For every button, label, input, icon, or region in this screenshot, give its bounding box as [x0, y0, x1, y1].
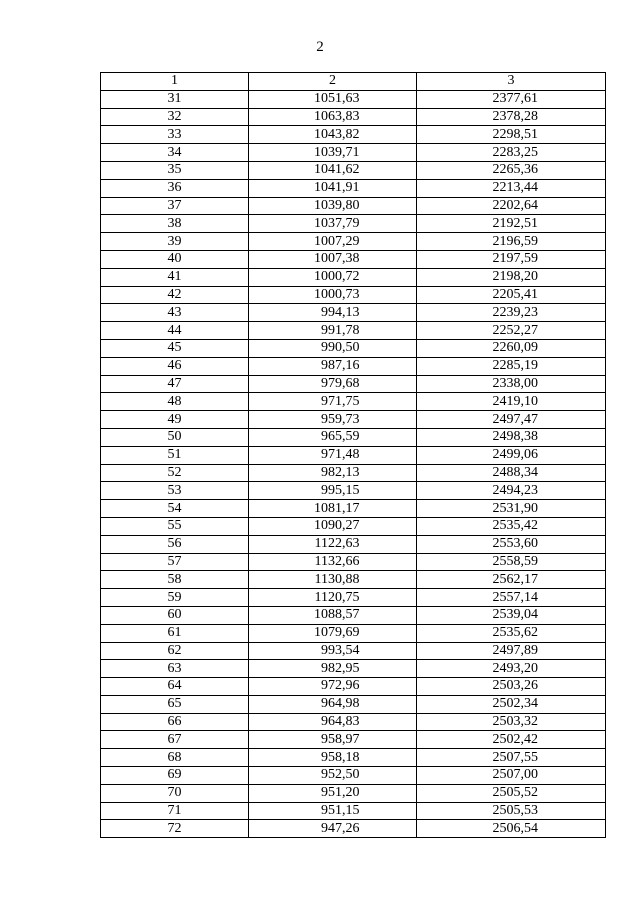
value-cell-col3	[417, 713, 606, 731]
value-cell-col2	[249, 233, 417, 251]
cell-value: 2494,23	[492, 482, 538, 498]
value-cell-col2	[249, 553, 417, 571]
table-row	[101, 802, 606, 820]
header-row	[101, 73, 606, 91]
row-number-cell: 50	[101, 428, 249, 446]
cell-value: 958,18	[321, 749, 360, 765]
value-cell-col3	[417, 197, 606, 215]
cell-value: 2377,61	[492, 91, 538, 107]
table-row	[101, 535, 606, 553]
row-number-cell: 66	[101, 713, 249, 731]
cell-value: 2497,89	[492, 642, 538, 658]
value-cell-col3	[417, 482, 606, 500]
cell-value: 2488,34	[492, 464, 538, 480]
row-number-cell: 46	[101, 357, 249, 375]
table-row	[101, 428, 606, 446]
column-header-2: 2	[249, 73, 417, 91]
value-cell-col3	[417, 428, 606, 446]
cell-value: 1039,71	[314, 144, 360, 160]
cell-value: 951,15	[321, 803, 360, 819]
value-cell-col2	[249, 731, 417, 749]
cell-value: 964,83	[321, 714, 360, 730]
table-row	[101, 731, 606, 749]
table-row	[101, 713, 606, 731]
cell-value: 2535,42	[492, 518, 538, 534]
value-cell-col3	[417, 411, 606, 429]
value-cell-col2	[249, 464, 417, 482]
table-row	[101, 375, 606, 393]
cell-value: 994,13	[321, 304, 360, 320]
value-cell-col2	[249, 161, 417, 179]
cell-value: 2502,42	[492, 731, 538, 747]
row-number-cell: 68	[101, 749, 249, 767]
cell-value: 2378,28	[492, 108, 538, 124]
table-row	[101, 357, 606, 375]
cell-value: 1088,57	[314, 607, 360, 623]
cell-value: 965,59	[321, 429, 360, 445]
cell-value: 1122,63	[314, 536, 360, 552]
cell-value: 959,73	[321, 411, 360, 427]
table-row	[101, 197, 606, 215]
table-row	[101, 482, 606, 500]
table-row	[101, 393, 606, 411]
table-row	[101, 268, 606, 286]
value-cell-col2	[249, 660, 417, 678]
value-cell-col2	[249, 446, 417, 464]
value-cell-col2	[249, 535, 417, 553]
value-cell-col3	[417, 784, 606, 802]
value-cell-col3	[417, 179, 606, 197]
cell-value: 1063,83	[314, 108, 360, 124]
row-number-cell: 48	[101, 393, 249, 411]
table-row	[101, 446, 606, 464]
cell-value: 1051,63	[314, 91, 360, 107]
value-cell-col2	[249, 179, 417, 197]
cell-value: 2535,62	[492, 625, 538, 641]
row-number-cell: 52	[101, 464, 249, 482]
table-row	[101, 749, 606, 767]
table-row	[101, 678, 606, 696]
table-row	[101, 784, 606, 802]
row-number-cell: 69	[101, 767, 249, 785]
cell-value: 2531,90	[492, 500, 538, 516]
cell-value: 2298,51	[492, 126, 538, 142]
value-cell-col2	[249, 713, 417, 731]
row-number-cell: 32	[101, 108, 249, 126]
value-cell-col2	[249, 126, 417, 144]
table-row	[101, 464, 606, 482]
cell-value: 2419,10	[492, 393, 538, 409]
row-number-cell: 62	[101, 642, 249, 660]
value-cell-col2	[249, 589, 417, 607]
value-cell-col2	[249, 606, 417, 624]
cell-value: 964,98	[321, 696, 360, 712]
cell-value: 2503,32	[492, 714, 538, 730]
row-number-cell: 60	[101, 606, 249, 624]
row-number-cell: 72	[101, 820, 249, 838]
cell-value: 1132,66	[314, 553, 360, 569]
row-number-cell: 57	[101, 553, 249, 571]
cell-value: 1007,38	[314, 251, 360, 267]
value-cell-col2	[249, 393, 417, 411]
row-number-cell: 71	[101, 802, 249, 820]
row-number-cell: 31	[101, 90, 249, 108]
cell-value: 982,95	[321, 660, 360, 676]
cell-value: 2338,00	[492, 375, 538, 391]
cell-value: 2507,00	[492, 767, 538, 783]
row-number-cell: 36	[101, 179, 249, 197]
value-cell-col3	[417, 339, 606, 357]
value-cell-col2	[249, 428, 417, 446]
cell-value: 2202,64	[492, 197, 538, 213]
table-row	[101, 589, 606, 607]
cell-value: 2502,34	[492, 696, 538, 712]
value-cell-col3	[417, 695, 606, 713]
row-number-cell: 63	[101, 660, 249, 678]
table-body	[101, 90, 606, 837]
row-number-cell: 70	[101, 784, 249, 802]
cell-value: 1039,80	[314, 197, 360, 213]
value-cell-col3	[417, 589, 606, 607]
value-cell-col2	[249, 517, 417, 535]
cell-value: 1081,17	[314, 500, 360, 516]
value-cell-col3	[417, 642, 606, 660]
cell-value: 2505,53	[492, 803, 538, 819]
value-cell-col3	[417, 322, 606, 340]
row-number-cell: 64	[101, 678, 249, 696]
value-cell-col2	[249, 197, 417, 215]
cell-value: 1041,62	[314, 162, 360, 178]
cell-value: 2198,20	[492, 269, 538, 285]
row-number-cell: 67	[101, 731, 249, 749]
table-row	[101, 411, 606, 429]
value-cell-col3	[417, 286, 606, 304]
value-cell-col3	[417, 90, 606, 108]
cell-value: 1130,88	[314, 571, 360, 587]
value-cell-col3	[417, 802, 606, 820]
cell-value: 2539,04	[492, 607, 538, 623]
value-cell-col2	[249, 784, 417, 802]
cell-value: 2205,41	[492, 286, 538, 302]
value-cell-col2	[249, 411, 417, 429]
table-row	[101, 624, 606, 642]
row-number-cell: 65	[101, 695, 249, 713]
table-row	[101, 500, 606, 518]
cell-value: 2506,54	[492, 820, 538, 836]
cell-value: 2265,36	[492, 162, 538, 178]
row-number-cell: 53	[101, 482, 249, 500]
value-cell-col2	[249, 286, 417, 304]
value-cell-col2	[249, 375, 417, 393]
cell-value: 2558,59	[492, 553, 538, 569]
page-number: 2	[316, 39, 324, 55]
table-row	[101, 695, 606, 713]
value-cell-col2	[249, 802, 417, 820]
value-cell-col3	[417, 660, 606, 678]
cell-value: 1120,75	[314, 589, 360, 605]
table-row	[101, 215, 606, 233]
table-row	[101, 126, 606, 144]
row-number-cell: 33	[101, 126, 249, 144]
cell-value: 2562,17	[492, 571, 538, 587]
value-cell-col2	[249, 482, 417, 500]
value-cell-col3	[417, 446, 606, 464]
cell-value: 2213,44	[492, 180, 538, 196]
value-cell-col3	[417, 215, 606, 233]
cell-value: 947,26	[321, 820, 360, 836]
row-number-cell: 42	[101, 286, 249, 304]
cell-value: 1090,27	[314, 518, 360, 534]
row-number-cell: 47	[101, 375, 249, 393]
column-header-3: 3	[417, 73, 606, 91]
cell-value: 1043,82	[314, 126, 360, 142]
row-number-cell: 43	[101, 304, 249, 322]
value-cell-col2	[249, 322, 417, 340]
cell-value: 971,48	[321, 447, 360, 463]
cell-value: 990,50	[321, 340, 360, 356]
value-cell-col2	[249, 500, 417, 518]
table-row	[101, 553, 606, 571]
cell-value: 2499,06	[492, 447, 538, 463]
value-cell-col3	[417, 108, 606, 126]
table-row	[101, 517, 606, 535]
value-cell-col3	[417, 571, 606, 589]
table-row	[101, 250, 606, 268]
table-row	[101, 820, 606, 838]
value-cell-col3	[417, 678, 606, 696]
cell-value: 993,54	[321, 642, 360, 658]
value-cell-col3	[417, 161, 606, 179]
cell-value: 952,50	[321, 767, 360, 783]
table-row	[101, 108, 606, 126]
cell-value: 2553,60	[492, 536, 538, 552]
value-cell-col3	[417, 464, 606, 482]
cell-value: 2197,59	[492, 251, 538, 267]
row-number-cell: 38	[101, 215, 249, 233]
table-row	[101, 179, 606, 197]
value-cell-col2	[249, 144, 417, 162]
cell-value: 972,96	[321, 678, 360, 694]
row-number-cell: 45	[101, 339, 249, 357]
row-number-cell: 56	[101, 535, 249, 553]
cell-value: 987,16	[321, 358, 360, 374]
value-cell-col3	[417, 304, 606, 322]
cell-value: 958,97	[321, 731, 360, 747]
value-cell-col3	[417, 767, 606, 785]
value-cell-col3	[417, 357, 606, 375]
value-cell-col2	[249, 624, 417, 642]
value-cell-col2	[249, 749, 417, 767]
row-number-cell: 37	[101, 197, 249, 215]
row-number-cell: 55	[101, 517, 249, 535]
value-cell-col2	[249, 90, 417, 108]
table-row	[101, 642, 606, 660]
table-row	[101, 322, 606, 340]
row-number-cell: 49	[101, 411, 249, 429]
cell-value: 2283,25	[492, 144, 538, 160]
row-number-cell: 54	[101, 500, 249, 518]
cell-value: 2497,47	[492, 411, 538, 427]
table-row	[101, 660, 606, 678]
column-header-1: 1	[101, 73, 249, 91]
row-number-cell: 61	[101, 624, 249, 642]
value-cell-col3	[417, 820, 606, 838]
value-cell-col2	[249, 767, 417, 785]
row-number-cell: 59	[101, 589, 249, 607]
cell-value: 2503,26	[492, 678, 538, 694]
cell-value: 1000,72	[314, 269, 360, 285]
row-number-cell: 39	[101, 233, 249, 251]
cell-value: 2505,52	[492, 785, 538, 801]
cell-value: 971,75	[321, 393, 360, 409]
table-row	[101, 767, 606, 785]
value-cell-col2	[249, 250, 417, 268]
cell-value: 1000,73	[314, 286, 360, 302]
cell-value: 2498,38	[492, 429, 538, 445]
cell-value: 2493,20	[492, 660, 538, 676]
cell-value: 2260,09	[492, 340, 538, 356]
cell-value: 1037,79	[314, 215, 360, 231]
row-number-cell: 58	[101, 571, 249, 589]
value-cell-col2	[249, 642, 417, 660]
cell-value: 2239,23	[492, 304, 538, 320]
table-header	[101, 73, 606, 91]
value-cell-col2	[249, 268, 417, 286]
cell-value: 995,15	[321, 482, 360, 498]
cell-value: 2285,19	[492, 358, 538, 374]
value-cell-col3	[417, 144, 606, 162]
value-cell-col3	[417, 731, 606, 749]
value-cell-col2	[249, 357, 417, 375]
cell-value: 2252,27	[492, 322, 538, 338]
cell-value: 2507,55	[492, 749, 538, 765]
cell-value: 991,78	[321, 322, 360, 338]
row-number-cell: 44	[101, 322, 249, 340]
table-row	[101, 571, 606, 589]
value-cell-col2	[249, 108, 417, 126]
table-row	[101, 339, 606, 357]
value-cell-col3	[417, 393, 606, 411]
value-cell-col3	[417, 606, 606, 624]
value-cell-col3	[417, 126, 606, 144]
value-cell-col3	[417, 553, 606, 571]
table-row	[101, 233, 606, 251]
value-cell-col2	[249, 304, 417, 322]
table-row	[101, 90, 606, 108]
value-cell-col3	[417, 268, 606, 286]
value-cell-col2	[249, 678, 417, 696]
value-cell-col2	[249, 215, 417, 233]
row-number-cell: 40	[101, 250, 249, 268]
value-cell-col3	[417, 375, 606, 393]
value-cell-col3	[417, 749, 606, 767]
cell-value: 979,68	[321, 375, 360, 391]
table-row	[101, 144, 606, 162]
value-cell-col3	[417, 233, 606, 251]
value-cell-col3	[417, 535, 606, 553]
row-number-cell: 41	[101, 268, 249, 286]
cell-value: 1041,91	[314, 180, 360, 196]
cell-value: 1007,29	[314, 233, 360, 249]
row-number-cell: 34	[101, 144, 249, 162]
cell-value: 2557,14	[492, 589, 538, 605]
cell-value: 982,13	[321, 464, 360, 480]
cell-value: 2196,59	[492, 233, 538, 249]
table-row	[101, 161, 606, 179]
cell-value: 951,20	[321, 785, 360, 801]
value-cell-col3	[417, 250, 606, 268]
value-cell-col3	[417, 517, 606, 535]
cell-value: 1079,69	[314, 625, 360, 641]
value-cell-col2	[249, 339, 417, 357]
value-cell-col2	[249, 571, 417, 589]
table-row	[101, 304, 606, 322]
value-cell-col3	[417, 624, 606, 642]
value-cell-col3	[417, 500, 606, 518]
cell-value: 2192,51	[492, 215, 538, 231]
value-cell-col2	[249, 820, 417, 838]
data-table	[100, 72, 606, 838]
row-number-cell: 51	[101, 446, 249, 464]
table-row	[101, 606, 606, 624]
table-row	[101, 286, 606, 304]
row-number-cell: 35	[101, 161, 249, 179]
value-cell-col2	[249, 695, 417, 713]
